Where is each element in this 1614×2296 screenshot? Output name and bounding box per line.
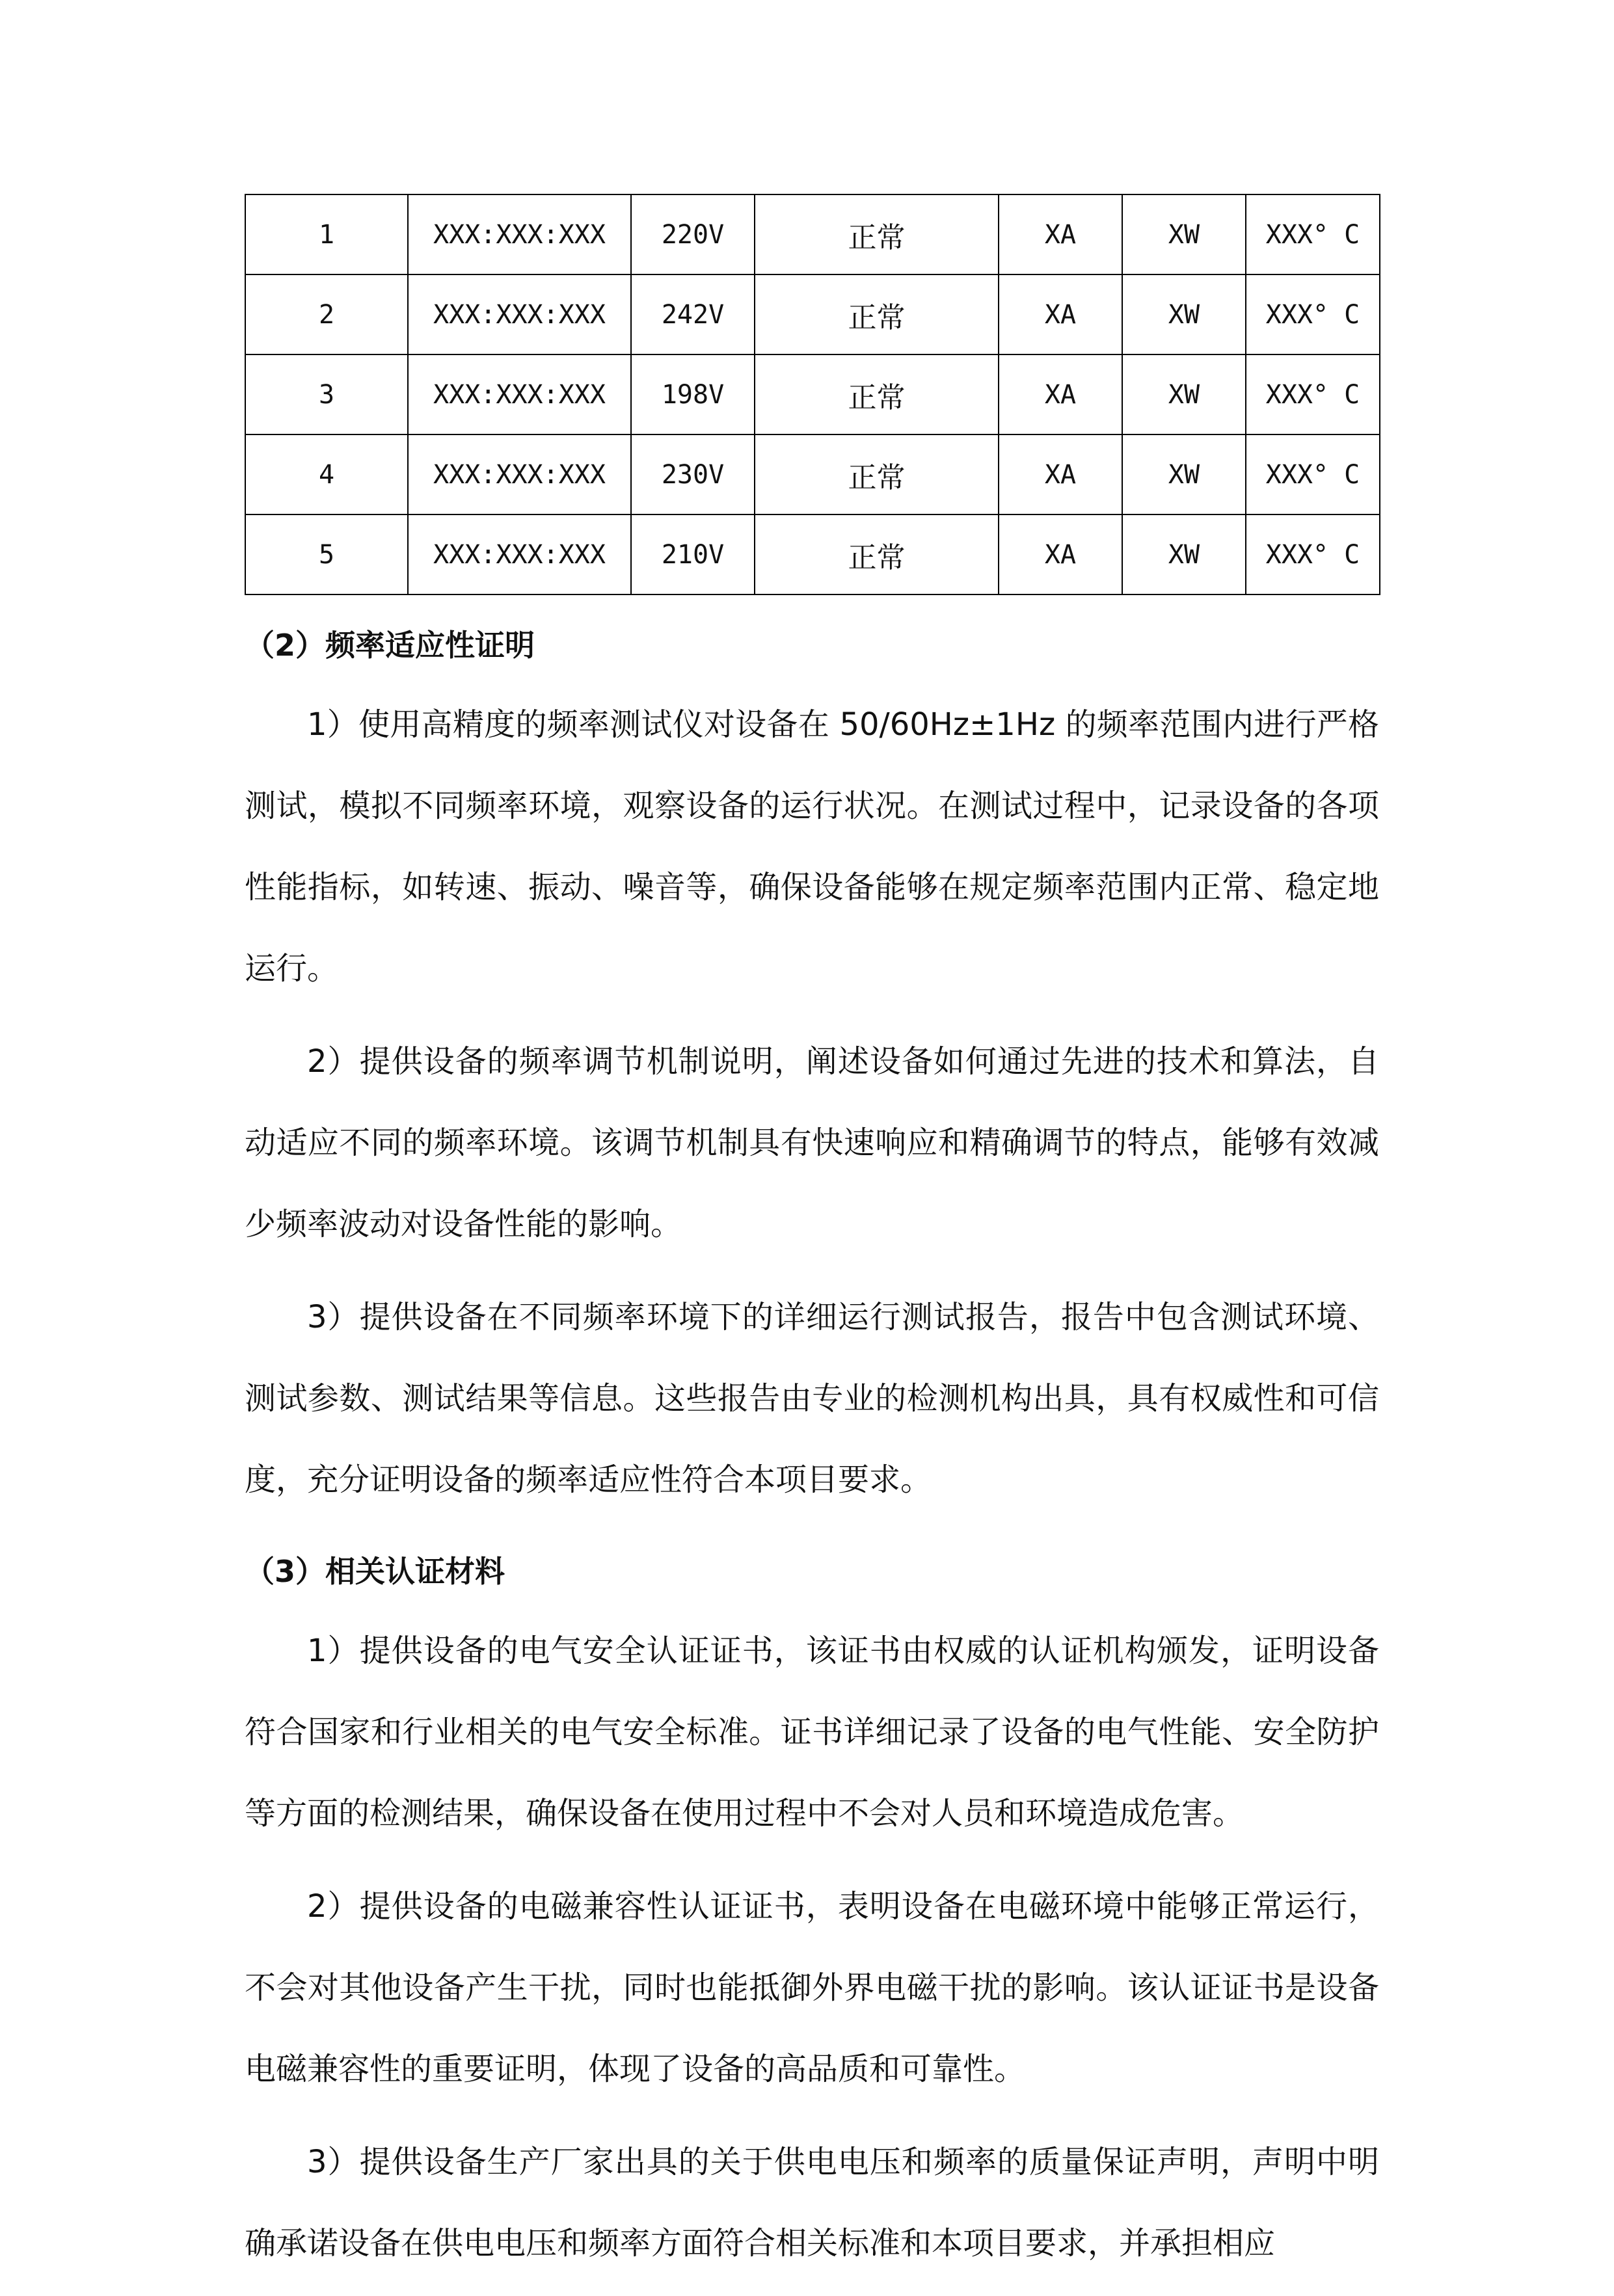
cell-temperature: XXX° C	[1246, 274, 1380, 354]
cell-current: XA	[999, 354, 1122, 434]
cell-time: XXX:XXX:XXX	[408, 434, 631, 514]
cell-voltage: 220V	[631, 194, 755, 274]
body-text	[245, 606, 1379, 2296]
cell-power: XW	[1122, 434, 1246, 514]
measurement-table	[245, 194, 1380, 595]
table-row	[245, 194, 1380, 274]
cell-voltage: 198V	[631, 354, 755, 434]
cell-no: 4	[245, 434, 408, 514]
paragraph: 2）提供设备的电磁兼容性认证证书，表明设备在电磁环境中能够正常运行，不会对其他设备产生干扰，同时也能抵御外界电磁干扰的影响。该认证证书是设备电磁兼容性的重要证明，体现了设备的高品质和可靠性。	[245, 1888, 1379, 2087]
section-heading-certification: （3）相关认证材料	[245, 1554, 505, 1589]
cell-temperature: XXX° C	[1246, 354, 1380, 434]
cell-temperature: XXX° C	[1246, 194, 1380, 274]
paragraph: 1）提供设备的电气安全认证证书，该证书由权威的认证机构颁发，证明设备符合国家和行业相关的电气安全标准。证书详细记录了设备的电气性能、安全防护等方面的检测结果，确保设备在使用过程中不会对人员和环境造成危害。	[245, 1633, 1379, 1832]
cell-power: XW	[1122, 274, 1246, 354]
table-row	[245, 274, 1380, 354]
cell-time: XXX:XXX:XXX	[408, 354, 631, 434]
cell-power: XW	[1122, 514, 1246, 594]
cell-current: XA	[999, 274, 1122, 354]
cell-status: 正常	[755, 514, 999, 594]
cell-no: 5	[245, 514, 408, 594]
cell-voltage: 242V	[631, 274, 755, 354]
cell-power: XW	[1122, 354, 1246, 434]
cell-time: XXX:XXX:XXX	[408, 274, 631, 354]
cell-voltage: 210V	[631, 514, 755, 594]
table-row	[245, 434, 1380, 514]
cell-current: XA	[999, 194, 1122, 274]
cell-current: XA	[999, 514, 1122, 594]
cell-temperature: XXX° C	[1246, 434, 1380, 514]
cell-no: 1	[245, 194, 408, 274]
section-heading-frequency: （2）频率适应性证明	[245, 628, 535, 663]
cell-current: XA	[999, 434, 1122, 514]
cell-status: 正常	[755, 274, 999, 354]
cell-temperature: XXX° C	[1246, 514, 1380, 594]
cell-status: 正常	[755, 194, 999, 274]
table-row	[245, 514, 1380, 594]
cell-status: 正常	[755, 354, 999, 434]
table-row	[245, 354, 1380, 434]
cell-voltage: 230V	[631, 434, 755, 514]
paragraph: 1）使用高精度的频率测试仪对设备在 50/60Hz±1Hz 的频率范围内进行严格测试，模拟不同频率环境，观察设备的运行状况。在测试过程中，记录设备的各项性能指标，如转速、振动、噪音等，确保设备能够在规定频率范围内正常、稳定地运行。	[245, 706, 1379, 987]
cell-time: XXX:XXX:XXX	[408, 514, 631, 594]
paragraph: 3）提供设备生产厂家出具的关于供电电压和频率的质量保证声明，声明中明确承诺设备在供电电压和频率方面符合相关标准和本项目要求，并承担相应	[245, 2144, 1379, 2262]
cell-no: 2	[245, 274, 408, 354]
cell-time: XXX:XXX:XXX	[408, 194, 631, 274]
cell-status: 正常	[755, 434, 999, 514]
cell-power: XW	[1122, 194, 1246, 274]
paragraph: 3）提供设备在不同频率环境下的详细运行测试报告，报告中包含测试环境、测试参数、测试结果等信息。这些报告由专业的检测机构出具，具有权威性和可信度，充分证明设备的频率适应性符合本项目要求。	[245, 1299, 1379, 1498]
paragraph: 2）提供设备的频率调节机制说明，阐述设备如何通过先进的技术和算法，自动适应不同的频率环境。该调节机制具有快速响应和精确调节的特点，能够有效减少频率波动对设备性能的影响。	[245, 1043, 1379, 1242]
cell-no: 3	[245, 354, 408, 434]
